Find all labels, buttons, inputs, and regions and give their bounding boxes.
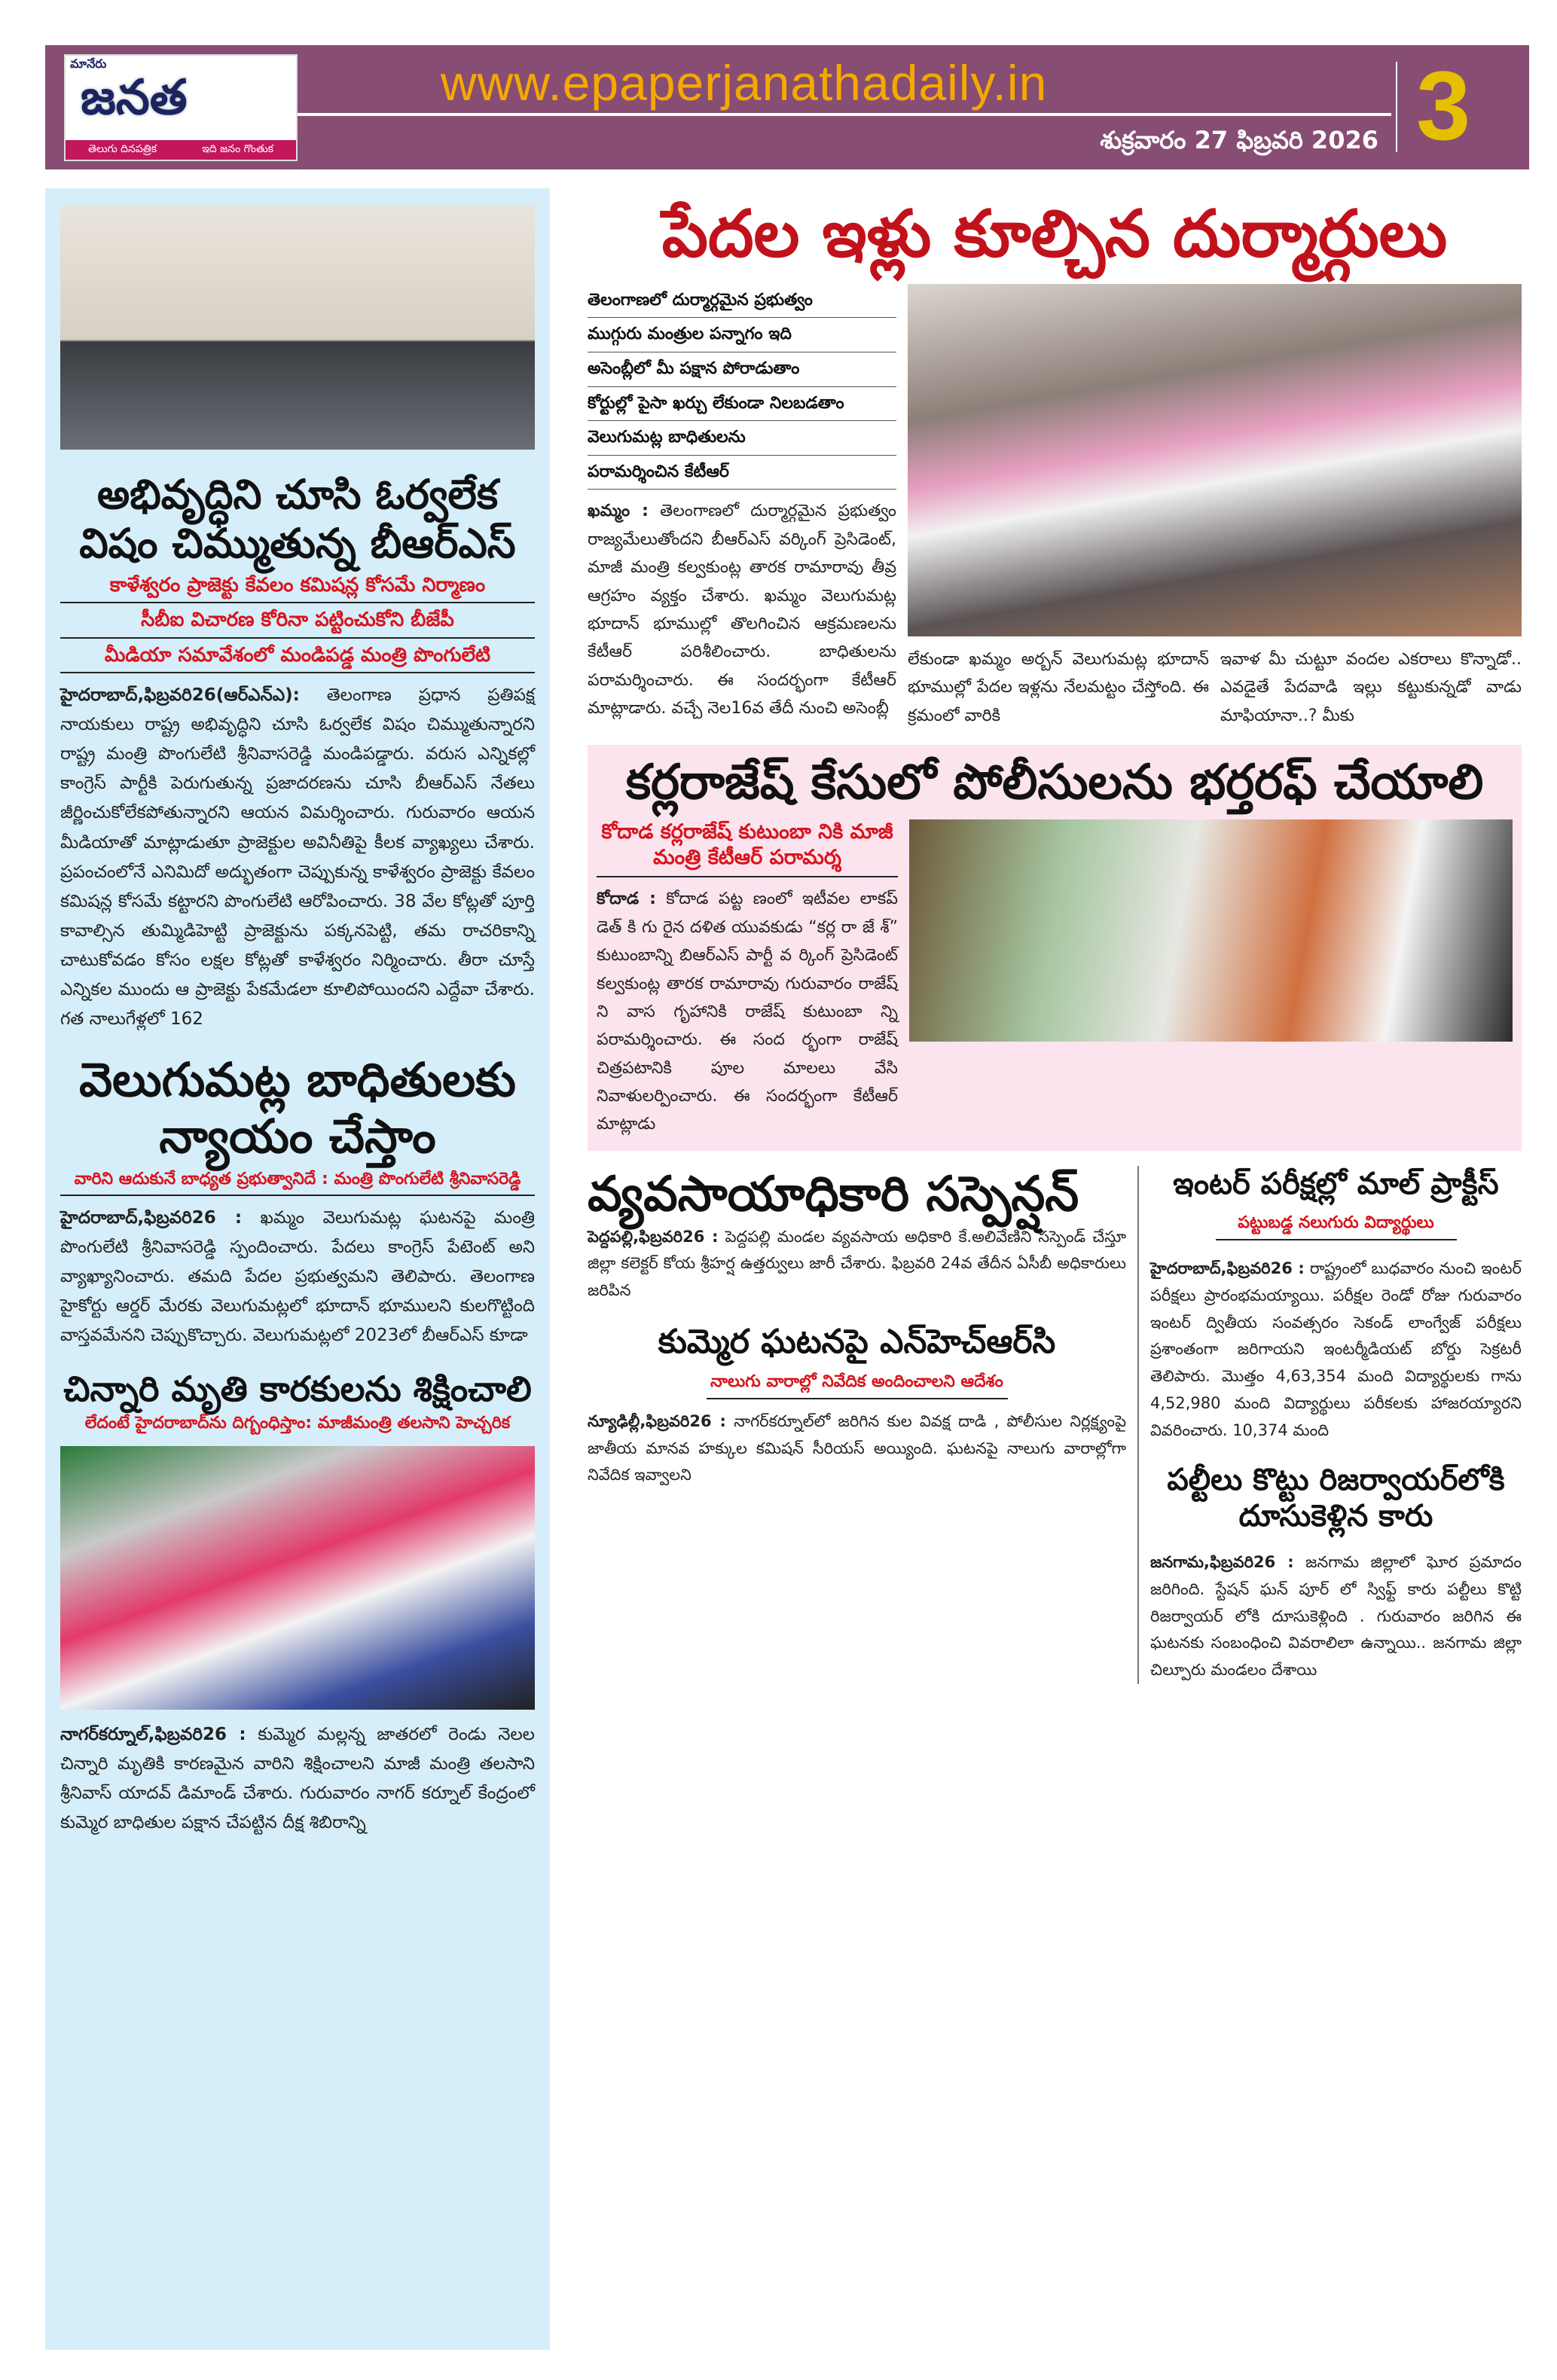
ktr-visit-photo [908, 284, 1522, 636]
subhead: లేదంటే హైదరాబాద్‌ను దిగ్బంధిస్తాం: మాజీమంత్రి తలసాని హెచ్చరిక [84, 1414, 511, 1433]
dateline: హైదరాబాద్,ఫిబ్రవరి26 : [1150, 1259, 1305, 1278]
dateline: నాగర్‌కర్నూల్,ఫిబ్రవరి26 : [60, 1724, 246, 1744]
headline: ఇంటర్ పరీక్షల్లో మాల్ ప్రాక్టీస్ [1173, 1166, 1499, 1201]
highlight: కోర్టుల్లో పైసా ఖర్చు లేకుండా నిలబడతాం [588, 387, 896, 422]
highlight: తెలంగాణలో దుర్మార్గమైన ప్రభుత్వం [588, 284, 896, 319]
subhead: మీడియా సమావేశంలో మండిపడ్డ మంత్రి పొంగులేటి [60, 639, 535, 674]
dateline: కోదాడ : [597, 889, 656, 909]
headline: వ్యవసాయాధికారి సస్పెన్షన్ [588, 1166, 1079, 1222]
logo-tagline: తెలుగు దినపత్రిక [88, 142, 157, 155]
lead-body-col2: లేకుండా ఖమ్మం అర్బన్ వెలుగుమట్ల భూదాన్ భూముల్లో పేదల ఇళ్లను నేలమట్టం చేస్తోంది. ఈ క్రమంలో వారికి [908, 649, 1209, 725]
article-body: నాగర్‌కర్నూల్‌లో జరిగిన కుల వివక్ష దాడి , పోలీసుల నిర్లక్ష్యంపై జాతీయ మానవ హక్కుల కమిషన్ సీరియస్ అయ్యింది. ఘటనపై నాలుగు వారాల్లోగా నివేదిక ఇవ్వాలని [588, 1412, 1127, 1484]
story-3 [60, 1368, 535, 1838]
highlight: వెలుగుమట్ల బాధితులను [588, 421, 896, 456]
subhead: కోదాడ కర్లరాజేష్ కుటుంబా నికి మాజీ మంత్రి కేటీఆర్ పరామర్శ [597, 819, 898, 878]
highlight: పరామర్శించిన కేటీఆర్ [588, 456, 896, 490]
logo-prefix: మానేరు [70, 56, 107, 71]
subhead: పట్టుబడ్డ నలుగురు విద్యార్థులు [1216, 1202, 1457, 1241]
dateline: హైదరాబాద్,ఫిబ్రవరి26(ఆర్ఎన్ఎ): [60, 685, 300, 706]
subhead: సీబీఐ విచారణ కోరినా పట్టించుకోని బీజేపీ [60, 603, 535, 639]
article-body: జనగామ జిల్లాలో ఘోర ప్రమాదం జరిగింది. స్టేషన్ ఘన్ పూర్ లో స్విఫ్ట్ కారు పల్టీలు కొట్టి రిజర్వాయర్ లోకి దూసుకెళ్లింది . గురువారం జరిగిన ఈ ఘటనకు సంబంధించి వివరాలిలా ఉన్నాయి.. జనగామ జిల్లా చిల్పూరు మండలం దేశాయి [1150, 1553, 1522, 1679]
article-body: తెలంగాణ ప్రధాన ప్రతిపక్ష నాయకులు రాష్ట్ర అభివృద్ధిని చూసి ఓర్వలేక విషం చిమ్ముతున్నారని రాష్ట్ర మంత్రి పొంగులేటి శ్రీనివాసరెడ్డి మండిపడ్డారు. వరుస ఎన్నికల్లో కాంగ్రెస్ పార్టీకి పెరుగుతున్న ప్రజాదరణను చూసి బీఆర్ఎస్ నేతలు జీర్ణించుకోలేకపోతున్నారని ఆయన విమర్శించారు. గురువారం ఆయన మీడియాతో మాట్లాడుతూ ప్రాజెక్టుల అవినీతిపై కీలక వ్యాఖ్యలు చేశారు. ప్రపంచంలోనే ఎనిమిదో అద్భుతంగా చెప్పుకున్న కాళేశ్వరం ప్రాజెక్టు కేవలం కమిషన్ల కోసమే కట్టారని పొంగులేటి ఆరోపించారు. 38 వేల కోట్లతో పూర్తి కావాల్సిన తుమ్మిడిహెట్టి ప్రాజెక్టును పక్కనపెట్టి, తమ రాచరికాన్ని చాటుకోవడం కోసం లక్షల కోట్లతో కాళేశ్వరం నిర్మించారు. తీరా చూస్తే ఎన్నికల ముందు ఆ ప్రాజెక్టు పేకమేడలా కూలిపోయిందని ఎద్దేవా చేశారు. గత నాలుగేళ్లలో 162 [60, 685, 536, 1030]
logo-tagline: ఇది జనం గొంతుక [202, 142, 273, 155]
left-column [45, 188, 550, 2350]
page-number: 3 [1416, 50, 1471, 160]
story-2 [60, 1052, 535, 1350]
divider [298, 113, 1391, 116]
kummera-story [588, 1323, 1126, 1489]
masthead [45, 45, 1529, 169]
article-body: పెద్దపల్లి మండల వ్యవసాయ అధికారి కే.అలివేణిని సస్పెండ్ చేస్తూ జిల్లా కలెక్టర్ కోయ శ్రీహర్ష ఉత్తర్వులు జారీ చేశారు. ఫిబ్రవరి 24వ తేదీన ఏసీబీ అధికారులు జరిపిన [588, 1227, 1126, 1300]
lead-story [588, 284, 1522, 730]
family-visit-photo [909, 819, 1513, 1042]
headline: అభివృద్ధిని చూసి ఓర్వలేక విషం చిమ్ముతున్న బీఆర్ఎస్ [79, 471, 516, 567]
subhead: కాళేశ్వరం ప్రాజెక్టు కేవలం కమిషన్ల కోసమే నిర్మాణం [60, 569, 535, 604]
protest-photo [60, 1446, 535, 1710]
divider [1396, 62, 1397, 152]
karla-rajesh-story [588, 745, 1522, 1151]
dateline: పెద్దపల్లి,ఫిబ్రవరి26 : [588, 1227, 719, 1246]
headline: కుమ్మెర ఘటనపై ఎన్‌హెచ్‌ఆర్‌సి [658, 1322, 1056, 1361]
logo-name: జనత [81, 70, 188, 126]
column-divider [1137, 1166, 1139, 1684]
story-1 [60, 471, 535, 1034]
article-body: రాష్ట్రంలో బుధవారం నుంచి ఇంటర్ పరీక్షలు ప్రారంభమయ్యాయి. పరీక్షల రెండో రోజు గురువారం ఇంటర్ ద్వితీయ సంవత్సరం సెకండ్ లాంగ్వేజ్ పరీక్షలు ప్రశాంతంగా జరిగాయని ఇంటర్మీడియట్ బోర్డు సెక్రటరీ తెలిపారు. మొత్తం 4,63,354 మంది విద్యార్థులకు గాను 4,52,980 మంది విద్యార్థులు పరీకలకు హాజరయ్యారని వివరించారు. 10,374 మంది [1150, 1259, 1522, 1439]
newspaper-logo [64, 54, 298, 161]
dateline: న్యూఢిల్లీ,ఫిబ్రవరి26 : [588, 1412, 726, 1431]
subhead: వారిని ఆదుకునే బాధ్యత ప్రభుత్వానిదే : మంత్రి పొంగులేటి శ్రీనివాసరెడ్డి [60, 1164, 535, 1196]
car-accident-story [1150, 1462, 1522, 1683]
lead-highlights [588, 284, 896, 490]
right-area [588, 197, 1522, 1684]
headline: చిన్నారి మృతి కారకులను శిక్షించాలి [63, 1368, 532, 1409]
highlight: అసెంబ్లీలో మీ పక్షాన పోరాడుతాం [588, 352, 896, 387]
lead-headline: పేదల ఇళ్లు కూల్చిన దుర్మార్గులు [661, 197, 1448, 272]
headline: వెలుగుమట్ల బాధితులకు న్యాయం చేస్తాం [79, 1052, 516, 1164]
press-meet-photo [60, 205, 535, 450]
bottom-stories [588, 1166, 1522, 1684]
dateline: హైదరాబాద్,ఫిబ్రవరి26 : [60, 1207, 243, 1228]
article-body: కోదాడ పట్ట ణంలో ఇటీవల లాకప్ డెత్ కి గు రైన దళిత యువకుడు “కర్ల రా జే శ్” కుటుంబాన్ని బిఆర్ఎస్ పార్టీ వ ర్కింగ్ ప్రెసిడెంట్ కల్వకుంట్ల తారక రామారావు గురువారం రాజేష్ ని వాస గృహానికి రాజేష్ కుటుంబా న్ని పరామర్శించారు. ఈ సంద ర్భంగా రాజేష్ చిత్రపటానికి పూల మాలలు వేసి నివాళులర్పించారు. ఈ సందర్భంగా కేటీఆర్ మాట్లాడు [597, 889, 898, 1134]
headline: కర్లరాజేష్ కేసులో పోలీసులను భర్తరఫ్ చేయాలి [625, 755, 1484, 811]
lead-body-col3: ఇవాళ మీ చుట్టూ వందల ఎకరాలు కొన్నాడో.. ఎవడైతే పేదవాడి ఇల్లు కట్టుకున్నడో వాడు మాఫియానా..? మీకు [1220, 649, 1522, 725]
issue-date: శుక్రవారం 27 ఫిబ్రవరి 2026 [1100, 126, 1378, 154]
inter-story [1150, 1166, 1522, 1444]
lead-body-col1: ఖమ్మం : తెలంగాణలో దుర్మార్గమైన ప్రభుత్వం రాజ్యమేలుతోందని బీఆర్ఎస్ వర్కింగ్ ప్రెసిడెంట్, మాజీ మంత్రి కల్వకుంట్ల తారక రామారావు తీవ్ర ఆగ్రహం వ్యక్తం చేశారు. ఖమ్మం వెలుగుమట్ల భూదాన్ భూముల్లో తొలగించిన ఆక్రమణలను కేటీఆర్ పరిశీలించారు. బాధితులను పరామర్శించారు. ఈ సందర్భంగా కేటీఆర్ మాట్లాడారు. వచ్చే నెల16వ తేదీ నుంచి అసెంబ్లీ [588, 502, 897, 719]
article-body: ఖమ్మం వెలుగుమట్ల ఘటనపై మంత్రి పొంగులేటి శ్రీనివాసరెడ్డి స్పందించారు. పేదలు కాంగ్రెస్ పేటెంట్ అని వ్యాఖ్యానించారు. తమది పేదల ప్రభుత్వమని తెలిపారు. తెలంగాణ హైకోర్టు ఆర్డర్ మేరకు వెలుగుమట్లలో భూదాన్ భూములని కులగొట్టింది వాస్తవమేనని చెప్పుకొచ్చారు. వెలుగుమట్లలో 2023లో బీఆర్ఎస్ కూడా [60, 1207, 536, 1345]
article-body: కుమ్మెర మల్లన్న జాతరలో రెండు నెలల చిన్నారి మృతికి కారణమైన వారిని శిక్షించాలని మాజీ మంత్రి తలసాని శ్రీనివాస్ యాదవ్ డిమాండ్ చేశారు. గురువారం నాగర్ కర్నూల్ కేంద్రంలో కుమ్మెర బాధితుల పక్షాన చేపట్టిన దీక్ష శిబిరాన్ని [60, 1724, 535, 1832]
headline: పల్టీలు కొట్టు రిజర్వాయర్‌లోకి దూసుకెళ్లిన కారు [1167, 1463, 1505, 1534]
subhead: నాలుగు వారాల్లో నివేదిక అందించాలని ఆదేశం [707, 1362, 1008, 1400]
highlight: ముగ్గురు మంత్రుల పన్నాగం ఇది [588, 318, 896, 352]
vyavasaya-story [588, 1166, 1126, 1304]
dateline: జనగామ,ఫిబ్రవరి26 : [1150, 1553, 1294, 1572]
website-url[interactable]: www.epaperjanathadaily.in [441, 55, 1048, 111]
